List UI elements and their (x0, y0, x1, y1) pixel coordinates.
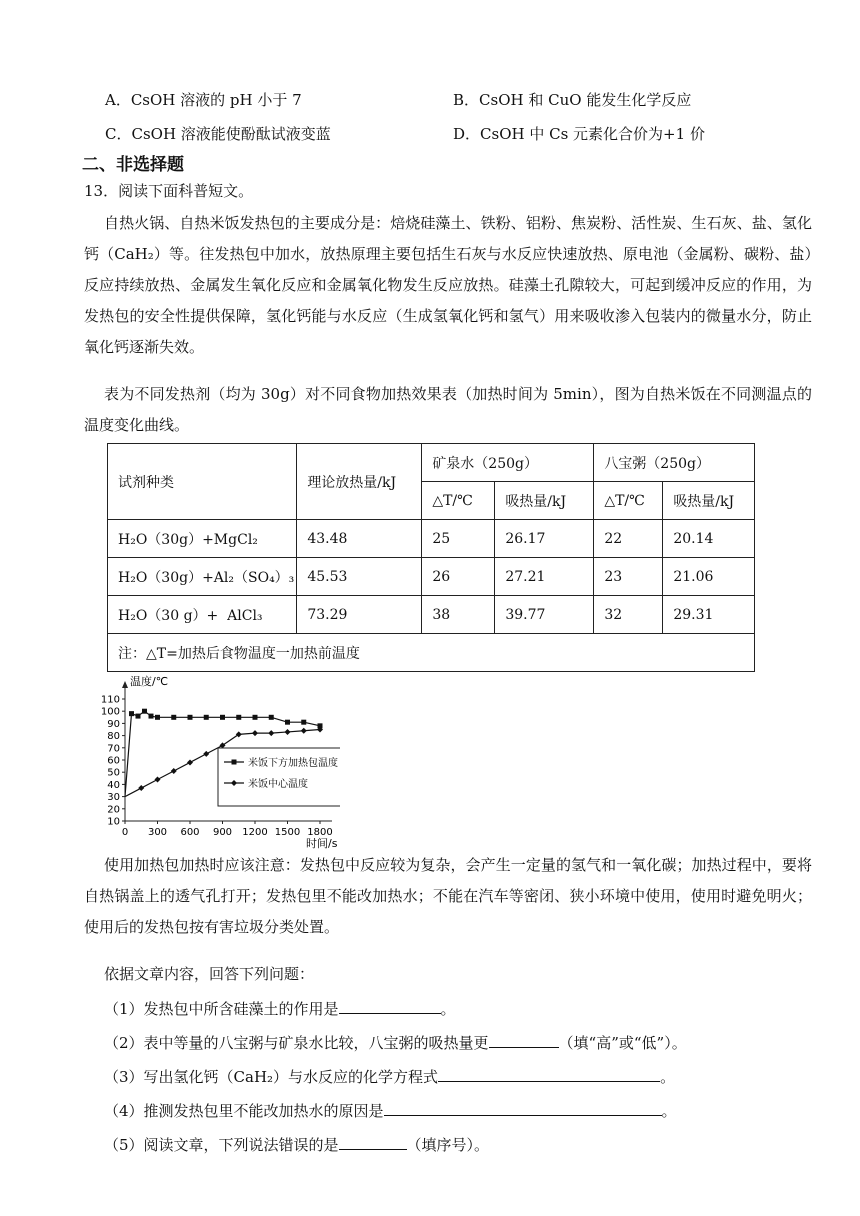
x-tick-label: 600 (180, 827, 200, 838)
question-2-text: （2）表中等量的八宝粥与矿泉水比较，八宝粥的吸热量更 (104, 1034, 489, 1052)
cell-dt-water: 25 (422, 520, 495, 558)
cell-dt-porridge: 32 (594, 596, 663, 634)
data-point-diamond (171, 768, 177, 774)
data-point-square (155, 715, 160, 720)
data-point-square (220, 715, 225, 720)
question-2-end: （填“高”或“低”）。 (558, 1034, 687, 1052)
heating-effect-table (107, 443, 755, 672)
header-abs-porridge: 吸热量/kJ (663, 482, 755, 520)
question-5 (104, 1135, 489, 1155)
y-tick-label: 90 (107, 718, 120, 730)
question-1 (104, 999, 456, 1019)
data-point-diamond (301, 728, 307, 734)
answer-blank-1[interactable] (339, 999, 441, 1014)
cell-dt-porridge: 22 (594, 520, 663, 558)
table-row (108, 596, 755, 634)
header-water: 矿泉水（250g） (422, 444, 594, 482)
legend-label: 米饭下方加热包温度 (248, 758, 338, 769)
cell-abs-porridge: 20.14 (663, 520, 755, 558)
data-point-diamond (285, 729, 291, 735)
question-4 (104, 1101, 677, 1121)
paragraph-1: 自热火锅、自热米饭发热包的主要成分是：焙烧硅藻土、铁粉、铝粉、焦炭粉、活性炭、生石灰、盐、氢化钙（CaH₂）等。往发热包中加水，放热原理主要包括生石灰与水反应快速放热、原电池（金属粉、碳粉、盐）反应持续放热、金属发生氧化反应和金属氧化物发生反应放热。硅藻土孔隙较大，可起到缓冲反应的作用，为发热包的安全性提供保障，氢化钙能与水反应（生成氢氧化钙和氢气）用来吸收渗入包装内的微量水分，防止氧化钙逐渐失效。 (84, 214, 812, 356)
header-dt-water: △T/℃ (422, 482, 495, 520)
paragraph-2: 表为不同发热剂（均为 30g）对不同食物加热效果表（加热时间为 5min），图为自热米饭在不同测温点的温度变化曲线。 (84, 385, 812, 434)
paragraph-4: 依据文章内容，回答下列问题： (104, 965, 315, 983)
question-5-text: （5）阅读文章，下列说法错误的是 (104, 1136, 339, 1154)
data-point-square (253, 715, 258, 720)
data-point-square (204, 715, 209, 720)
question-2 (104, 1033, 687, 1053)
cell-reagent: H₂O（30 g）+ AlCl₃ (108, 596, 297, 634)
x-tick-label: 0 (121, 827, 129, 838)
answer-blank-4[interactable] (384, 1101, 662, 1116)
paragraph-3: 使用加热包加热时应该注意：发热包中反应较为复杂，会产生一定量的氢气和一氧化碳；加热过程中，要将自热锅盖上的透气孔打开；发热包里不能改加热水；不能在汽车等密闭、狭小环境中使用，使用时避免明火；使用后的发热包按有害垃圾分类处置。 (84, 856, 812, 936)
y-tick-label: 50 (107, 767, 120, 779)
cell-abs-water: 39.77 (495, 596, 594, 634)
legend-label: 米饭中心温度 (248, 779, 308, 790)
y-axis-arrow (122, 681, 128, 688)
question-3 (104, 1067, 675, 1087)
y-tick-label: 30 (107, 792, 120, 804)
cell-abs-porridge: 21.06 (663, 558, 755, 596)
y-tick-label: 110 (100, 694, 120, 706)
table-note: 注：△T=加热后食物温度一加热前温度 (108, 634, 755, 672)
header-reagent: 试剂种类 (108, 444, 297, 520)
legend-box (218, 748, 340, 806)
cell-theory: 43.48 (297, 520, 422, 558)
answer-blank-5[interactable] (339, 1135, 407, 1150)
table-row (108, 520, 755, 558)
question-number: 13．阅读下面科普短文。 (84, 182, 254, 200)
data-point-square (171, 715, 176, 720)
header-dt-porridge: △T/℃ (594, 482, 663, 520)
data-point-diamond (203, 751, 209, 757)
y-tick-label: 100 (100, 706, 120, 718)
data-point-diamond (155, 777, 161, 783)
cell-dt-water: 38 (422, 596, 495, 634)
question-3-text: （3）写出氢化钙（CaH₂）与水反应的化学方程式 (104, 1068, 439, 1086)
y-tick-label: 20 (107, 804, 120, 816)
cell-dt-porridge: 23 (594, 558, 663, 596)
x-tick-label: 300 (147, 827, 168, 838)
option-b: B．CsOH 和 CuO 能发生化学反应 (453, 91, 692, 109)
data-point-square (142, 709, 147, 714)
option-d: D．CsOH 中 Cs 元素化合价为+1 价 (453, 125, 705, 143)
answer-blank-3[interactable] (438, 1067, 660, 1082)
question-4-text: （4）推测发热包里不能改加热水的原因是 (104, 1102, 384, 1120)
cell-dt-water: 26 (422, 558, 495, 596)
option-c: C．CsOH 溶液能使酚酞试液变蓝 (105, 125, 331, 143)
y-tick-label: 70 (107, 743, 120, 755)
x-tick-label: 1200 (242, 827, 268, 838)
y-axis-label: 温度/℃ (130, 675, 169, 688)
header-abs-water: 吸热量/kJ (495, 482, 594, 520)
option-a: A．CsOH 溶液的 pH 小于 7 (105, 91, 302, 109)
cell-abs-water: 27.21 (495, 558, 594, 596)
y-tick-label: 10 (107, 816, 120, 828)
section-title: 二、非选择题 (82, 155, 184, 175)
cell-reagent: H₂O（30g）+MgCl₂ (108, 520, 297, 558)
data-point-square (236, 715, 241, 720)
data-point-square (285, 720, 290, 725)
temperature-chart (100, 675, 340, 850)
data-point-square (136, 714, 141, 719)
data-point-diamond (187, 759, 193, 765)
data-point-square (149, 714, 154, 719)
answer-blank-2[interactable] (489, 1033, 559, 1048)
y-ticks (101, 695, 125, 828)
data-point-square (188, 715, 193, 720)
data-point-square (301, 720, 306, 725)
header-theory: 理论放热量/kJ (297, 444, 422, 520)
question-1-text: （1）发热包中所含硅藻土的作用是 (104, 1000, 339, 1018)
x-tick-label: 900 (212, 827, 233, 838)
question-1-end: 。 (440, 1000, 456, 1018)
cell-theory: 45.53 (297, 558, 422, 596)
y-tick-label: 80 (107, 731, 120, 743)
data-point-square (129, 711, 134, 716)
data-point-diamond (268, 730, 274, 736)
data-point-square (269, 715, 274, 720)
data-point-square (232, 760, 237, 765)
x-tick-label: 1800 (307, 827, 333, 838)
chart-legend (218, 748, 340, 806)
cell-abs-porridge: 29.31 (663, 596, 755, 634)
x-axis-label: 时间/s (306, 837, 338, 850)
header-porridge: 八宝粥（250g） (594, 444, 755, 482)
x-tick-label: 1500 (274, 827, 301, 838)
y-tick-label: 60 (107, 755, 120, 767)
question-4-end: 。 (661, 1102, 677, 1120)
x-ticks (122, 821, 333, 838)
table-row (108, 558, 755, 596)
question-5-end: （填序号）。 (406, 1136, 490, 1154)
cell-abs-water: 26.17 (495, 520, 594, 558)
y-tick-label: 40 (107, 779, 120, 791)
cell-theory: 73.29 (297, 596, 422, 634)
question-3-end: 。 (660, 1068, 676, 1086)
data-point-diamond (252, 730, 258, 736)
data-point-diamond (138, 785, 144, 791)
cell-reagent: H₂O（30g）+Al₂（SO₄）₃ (108, 558, 297, 596)
